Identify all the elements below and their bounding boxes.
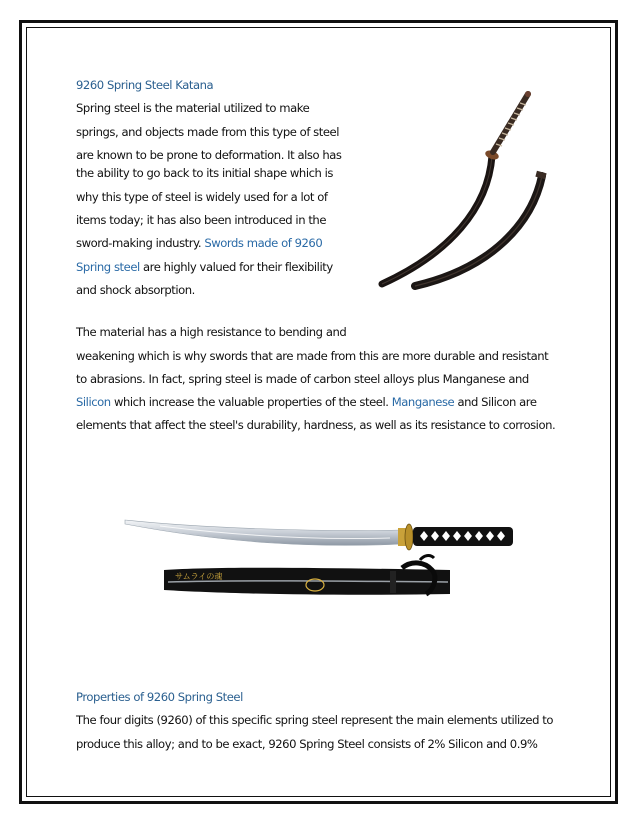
text-span: which increase the valuable properties of the steel. bbox=[110, 395, 392, 409]
paragraph-line: weakening which is why swords that are made from this are more durable and resistant bbox=[76, 349, 549, 363]
paragraph-line bbox=[76, 395, 537, 409]
scabbard-text: サムライの魂 bbox=[175, 572, 223, 581]
paragraph-line: The material has a high resistance to bending and bbox=[76, 325, 347, 339]
text-span: and Silicon are bbox=[454, 395, 537, 409]
paragraph-line: Spring steel is the material utilized to make bbox=[76, 101, 310, 115]
section-heading-properties: Properties of 9260 Spring Steel bbox=[76, 690, 243, 704]
section-heading-katana: 9260 Spring Steel Katana bbox=[76, 78, 214, 92]
paragraph-line: why this type of steel is widely used for a lot of bbox=[76, 190, 328, 204]
paragraph-line: springs, and objects made from this type of steel bbox=[76, 125, 340, 139]
katana-horizontal-image bbox=[120, 510, 520, 602]
link-silicon[interactable]: Silicon bbox=[76, 395, 111, 409]
text-span: are highly valued for their flexibility bbox=[139, 260, 333, 274]
link-spring-steel[interactable]: Spring steel bbox=[76, 260, 140, 274]
paragraph-line: the ability to go back to its initial shape which is bbox=[76, 166, 334, 180]
paragraph-line: elements that affect the steel's durability, hardness, as well as its resistance to corrosion. bbox=[76, 418, 556, 432]
paragraph-line bbox=[76, 260, 333, 274]
link-manganese[interactable]: Manganese bbox=[391, 395, 455, 409]
paragraph-line: items today; it has also been introduced in the bbox=[76, 213, 327, 227]
paragraph-line bbox=[76, 236, 322, 250]
paragraph-line: and shock absorption. bbox=[76, 283, 195, 297]
paragraph-line: The four digits (9260) of this specific spring steel represent the main elements utilized to bbox=[76, 713, 553, 727]
paragraph-line: to abrasions. In fact, spring steel is made of carbon steel alloys plus Manganese and bbox=[76, 372, 529, 386]
link-swords-9260[interactable]: Swords made of 9260 bbox=[204, 236, 323, 250]
katana-vertical-image bbox=[360, 88, 560, 298]
text-span: sword-making industry. bbox=[76, 236, 205, 250]
paragraph-line: are known to be prone to deformation. It also has bbox=[76, 148, 342, 162]
paragraph-line: produce this alloy; and to be exact, 9260 Spring Steel consists of 2% Silicon and 0.9% bbox=[76, 737, 538, 751]
